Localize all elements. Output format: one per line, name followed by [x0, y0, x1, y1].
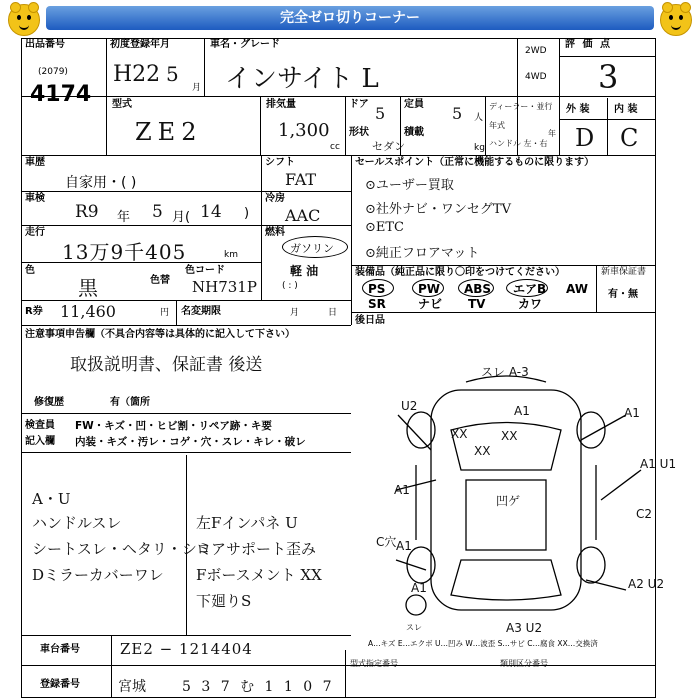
diagram-label: XX	[451, 427, 468, 441]
mileage-value: 13万9千405	[62, 240, 187, 264]
year-unit: 年	[548, 129, 556, 138]
equip-item: ナビ	[418, 297, 443, 311]
equipment-label: 装備品（純正品に限り〇印をつけてください）	[355, 267, 565, 278]
diagram-label: C穴	[376, 535, 397, 549]
new-car-label: 新車保証書	[601, 267, 647, 277]
equip-item: PS	[368, 282, 386, 296]
inspection-day: 14	[200, 202, 222, 222]
inspection-close: )	[244, 206, 250, 221]
inspector-label: 検査員	[25, 420, 55, 431]
new-car-value: 有・無	[608, 289, 638, 300]
reg-month: 5	[166, 62, 179, 86]
color-value: 黒	[78, 276, 98, 300]
car-name: インサイト L	[225, 64, 379, 94]
diagram-label: A1	[411, 581, 427, 595]
interior-grade: C	[620, 124, 639, 152]
handle-label: ハンドル 左・右	[489, 139, 548, 148]
remark-left: ハンドルスレ	[32, 514, 122, 532]
shape-label: 形状	[349, 127, 369, 138]
recycle-yen: 円	[160, 308, 170, 318]
equip-item: SR	[368, 297, 386, 311]
model-label: 型式	[112, 99, 132, 110]
seats-value: 5	[452, 104, 463, 123]
fuel-diesel: 軽 油	[290, 264, 319, 278]
history-label: 車歴	[25, 157, 45, 168]
banner-bar	[46, 6, 654, 30]
diagram-label: A1	[624, 406, 640, 420]
era-year: H22	[113, 62, 161, 87]
shift-label: シフト	[265, 157, 295, 168]
load-unit: kg	[474, 143, 485, 153]
inspector-line-1: FW・キズ・凹・ヒビ割・リペア跡・キ要	[75, 420, 272, 432]
color-label: 色	[25, 265, 35, 276]
chassis-label: 車台番号	[40, 644, 80, 655]
remark-left: Dミラーカバーワレ	[32, 566, 164, 584]
model-value: ZE2	[135, 118, 203, 146]
car-diagram	[356, 360, 677, 650]
diagram-legend: A…キズ E…エクボ U…凹み W…波歪 S…サビ C…腐食 XX…交換済	[368, 639, 598, 648]
fuel-gas: ガソリン	[290, 242, 334, 255]
equip-item: エアB	[513, 282, 547, 296]
recycle-label: R券	[25, 306, 43, 317]
diagram-label: XX	[501, 429, 518, 443]
diagram-label: スレ A-3	[481, 365, 529, 379]
selling-item: ⊙純正フロアマット	[365, 246, 480, 261]
diagram-label: C2	[636, 507, 653, 521]
color-code: NH731P	[192, 278, 257, 296]
inspection-year: R9	[75, 202, 99, 222]
score-label: 評 価 点	[565, 39, 612, 50]
inspector-line-2: 内装・キズ・汚レ・コゲ・穴・スレ・キレ・破レ	[75, 436, 306, 448]
remark-right: Fボースメント XX	[196, 566, 322, 584]
score-value: 3	[598, 58, 619, 96]
mileage-unit: km	[224, 250, 238, 260]
remark-left: シートスレ・ヘタリ・シミ	[32, 540, 212, 558]
diagram-label: A1	[394, 483, 410, 497]
ac-value: AAC	[285, 206, 321, 225]
diagram-label: U2	[401, 399, 418, 413]
recycle-value: 11,460	[60, 302, 116, 321]
reg-year-label: 初度登録年月	[110, 39, 170, 50]
interior-label: 内 装	[614, 104, 638, 115]
inspection-label: 車検	[25, 193, 45, 204]
selling-label: セールスポイント（正常に機能するものに限ります）	[355, 157, 595, 168]
equip-item: PW	[418, 282, 441, 296]
exterior-grade: D	[575, 124, 595, 152]
dealer-label: ディーラー・並行	[489, 102, 553, 111]
diagram-label: A1	[396, 539, 412, 553]
notes-text: 取扱説明書、保証書 後送	[70, 355, 263, 375]
exterior-label: 外 装	[566, 104, 590, 115]
seats-label: 定員	[404, 99, 424, 110]
remark-right: 左Fインパネ U	[196, 514, 298, 532]
reg-label: 登録番号	[40, 679, 80, 690]
mileage-label: 走行	[25, 227, 45, 238]
equip-item: カワ	[518, 297, 543, 311]
selling-item: ⊙ETC	[365, 220, 404, 235]
shift-value: FAT	[285, 170, 317, 189]
rear-items-label: 後日品	[355, 315, 385, 326]
cc-unit: cc	[330, 142, 340, 152]
notes-label: 注意事項申告欄（不具合内容等は具体的に記入して下さい）	[25, 329, 295, 340]
load-label: 積載	[404, 127, 424, 138]
diagram-label: A1	[514, 404, 530, 418]
equip-item: ABS	[464, 282, 492, 296]
inspection-month-unit: 月(	[172, 210, 191, 225]
drive-4wd: 4WD	[525, 72, 547, 82]
banner	[0, 0, 700, 36]
remark-left: A・U	[32, 490, 71, 508]
remark-right: 下廻りS	[196, 592, 252, 610]
color-code-label: 色コード	[185, 265, 225, 276]
seats-unit: 人	[474, 113, 484, 123]
equip-circle-mark	[412, 279, 444, 297]
remark-right: ロアサポート歪み	[196, 540, 317, 558]
cc-value: 1,300	[278, 120, 330, 141]
owner-day: 日	[328, 308, 338, 318]
lot-label: 出品番号	[25, 39, 65, 50]
drive-2wd: 2WD	[525, 46, 547, 56]
diagram-label: A2 U2	[628, 577, 665, 591]
doors-value: 5	[375, 104, 386, 123]
repair-value: 有（箇所	[110, 397, 150, 408]
repair-label: 修復歴	[34, 397, 64, 408]
reg-number: 5 3 7 む 1 1 0 7	[182, 679, 335, 695]
fuel-label: 燃料	[265, 227, 285, 238]
equip-item: TV	[468, 297, 486, 311]
diagram-label: XX	[474, 444, 491, 458]
car-name-label: 車名・グレード	[210, 39, 280, 50]
banner-title: 完全ゼロ切りコーナー	[280, 10, 420, 26]
diagram-label: A3 U2	[506, 621, 543, 635]
ac-label: 冷房	[265, 193, 285, 204]
fuel-other: ( : )	[282, 281, 298, 291]
equip-item: AW	[566, 282, 588, 296]
color-change-label: 色替	[150, 275, 170, 286]
inspector-label-2: 記入欄	[25, 436, 55, 447]
owner-change-label: 名変期限	[181, 306, 221, 317]
class-label: 類別区分番号	[500, 659, 548, 668]
diagram-label: 凹ゲ	[496, 494, 521, 508]
chassis-number: ZE2 − 1214404	[120, 640, 253, 658]
inspection-month: 5	[152, 202, 163, 222]
month-unit: 月	[192, 83, 202, 93]
equip-circle-mark	[506, 279, 548, 297]
inspection-year-unit: 年	[117, 210, 131, 225]
owner-month: 月	[290, 308, 300, 318]
diagram-label: A1 U1	[640, 457, 677, 471]
selling-item: ⊙社外ナビ・ワンセグTV	[365, 202, 511, 217]
lot-sub: (2079)	[38, 67, 68, 77]
lot-number: 4174	[30, 82, 92, 107]
selling-item: ⊙ユーザー買取	[365, 178, 454, 193]
doors-label: ドア	[349, 99, 369, 110]
history-value: 自家用・( )	[65, 175, 137, 191]
shape-value: セダン	[372, 140, 406, 153]
cert-label: 型式指定番号	[350, 659, 398, 668]
equip-circle-mark	[362, 279, 394, 297]
mascot-left-icon	[8, 4, 40, 36]
mascot-right-icon	[660, 4, 692, 36]
year-label: 年式	[489, 121, 505, 130]
equip-circle-mark	[458, 279, 494, 297]
diagram-label: スレ	[406, 623, 422, 632]
cc-label: 排気量	[266, 99, 296, 110]
reg-area: 宮城	[118, 679, 146, 695]
